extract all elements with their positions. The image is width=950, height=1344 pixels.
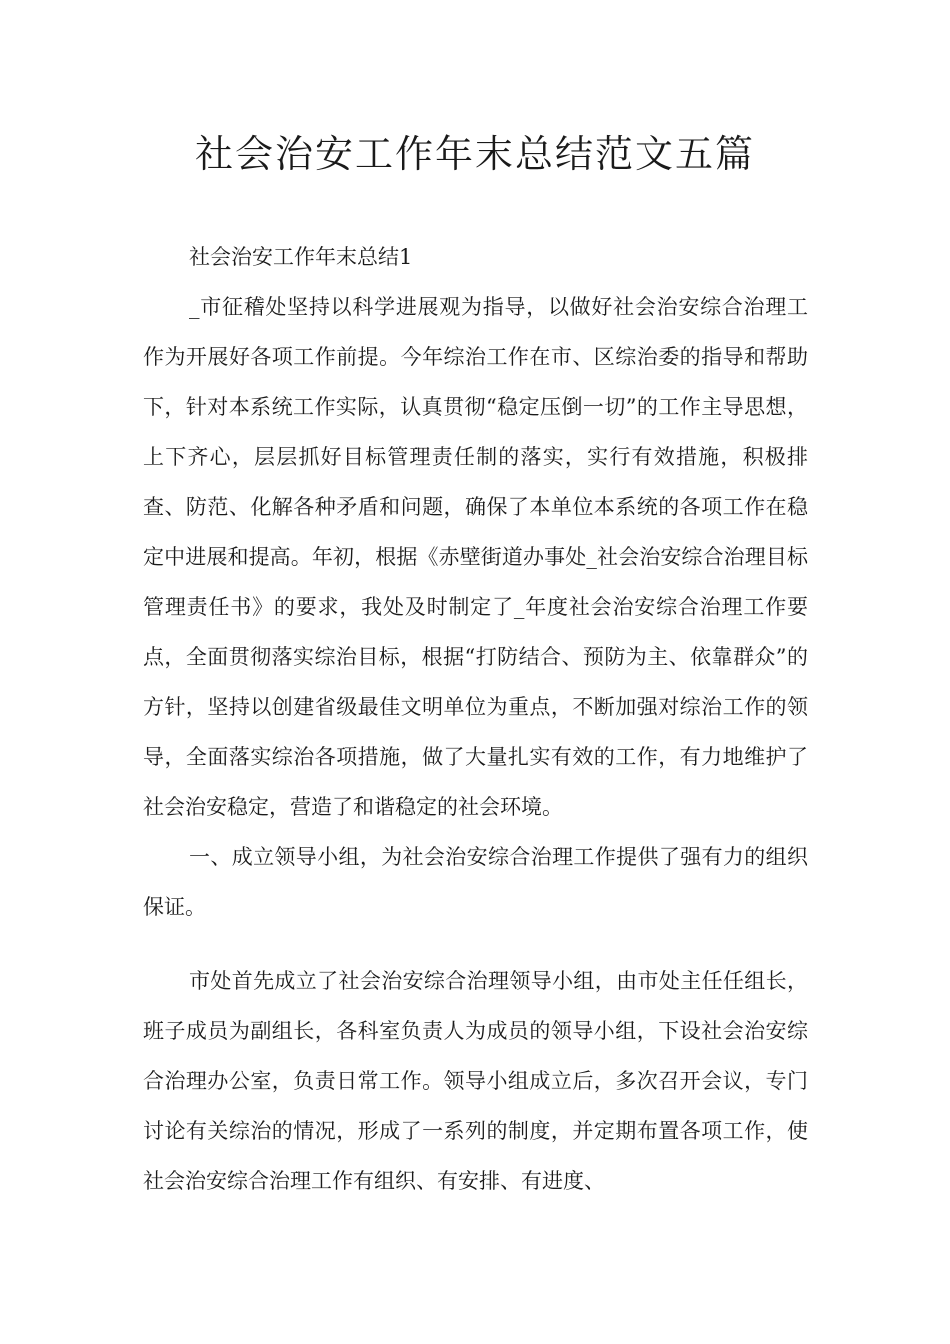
section-heading: 社会治安工作年末总结1	[189, 245, 413, 269]
paragraph: 一、成立领导小组，为社会治安综合治理工作提供了强有力的组织保证。	[143, 845, 808, 919]
document-body	[143, 232, 808, 1206]
document-title: 社会治安工作年末总结范文五篇	[194, 132, 755, 176]
paragraph: _市征稽处坚持以科学进展观为指导，以做好社会治安综合治理工作为开展好各项工作前提。今年综治工作在市、区综治委的指导和帮助下，针对本系统工作实际，认真贯彻“稳定压倒一切”的工作主导思想，上下齐心，层层抓好目标管理责任制的落实，实行有效措施，积极排查、防范、化解各种矛盾和问题，确保了本单位本系统的各项工作在稳定中进展和提高。年初，根据《赤壁街道办事处_社会治安综合治理目标管理责任书》的要求，我处及时制定了_年度社会治安综合治理工作要点，全面贯彻落实综治目标，根据“打防结合、预防为主、依靠群众”的方针，坚持以创建省级最佳文明单位为重点，不断加强对综治工作的领导，全面落实综治各项措施，做了大量扎实有效的工作，有力地维护了社会治安稳定，营造了和谐稳定的社会环境。	[143, 295, 808, 819]
paragraph: 市处首先成立了社会治安综合治理领导小组，由市处主任任组长，班子成员为副组长，各科室负责人为成员的领导小组，下设社会治安综合治理办公室，负责日常工作。领导小组成立后，多次召开会议，专门讨论有关综治的情况，形成了一系列的制度，并定期布置各项工作，使社会治安综合治理工作有组织、有安排、有进度、	[143, 969, 808, 1193]
